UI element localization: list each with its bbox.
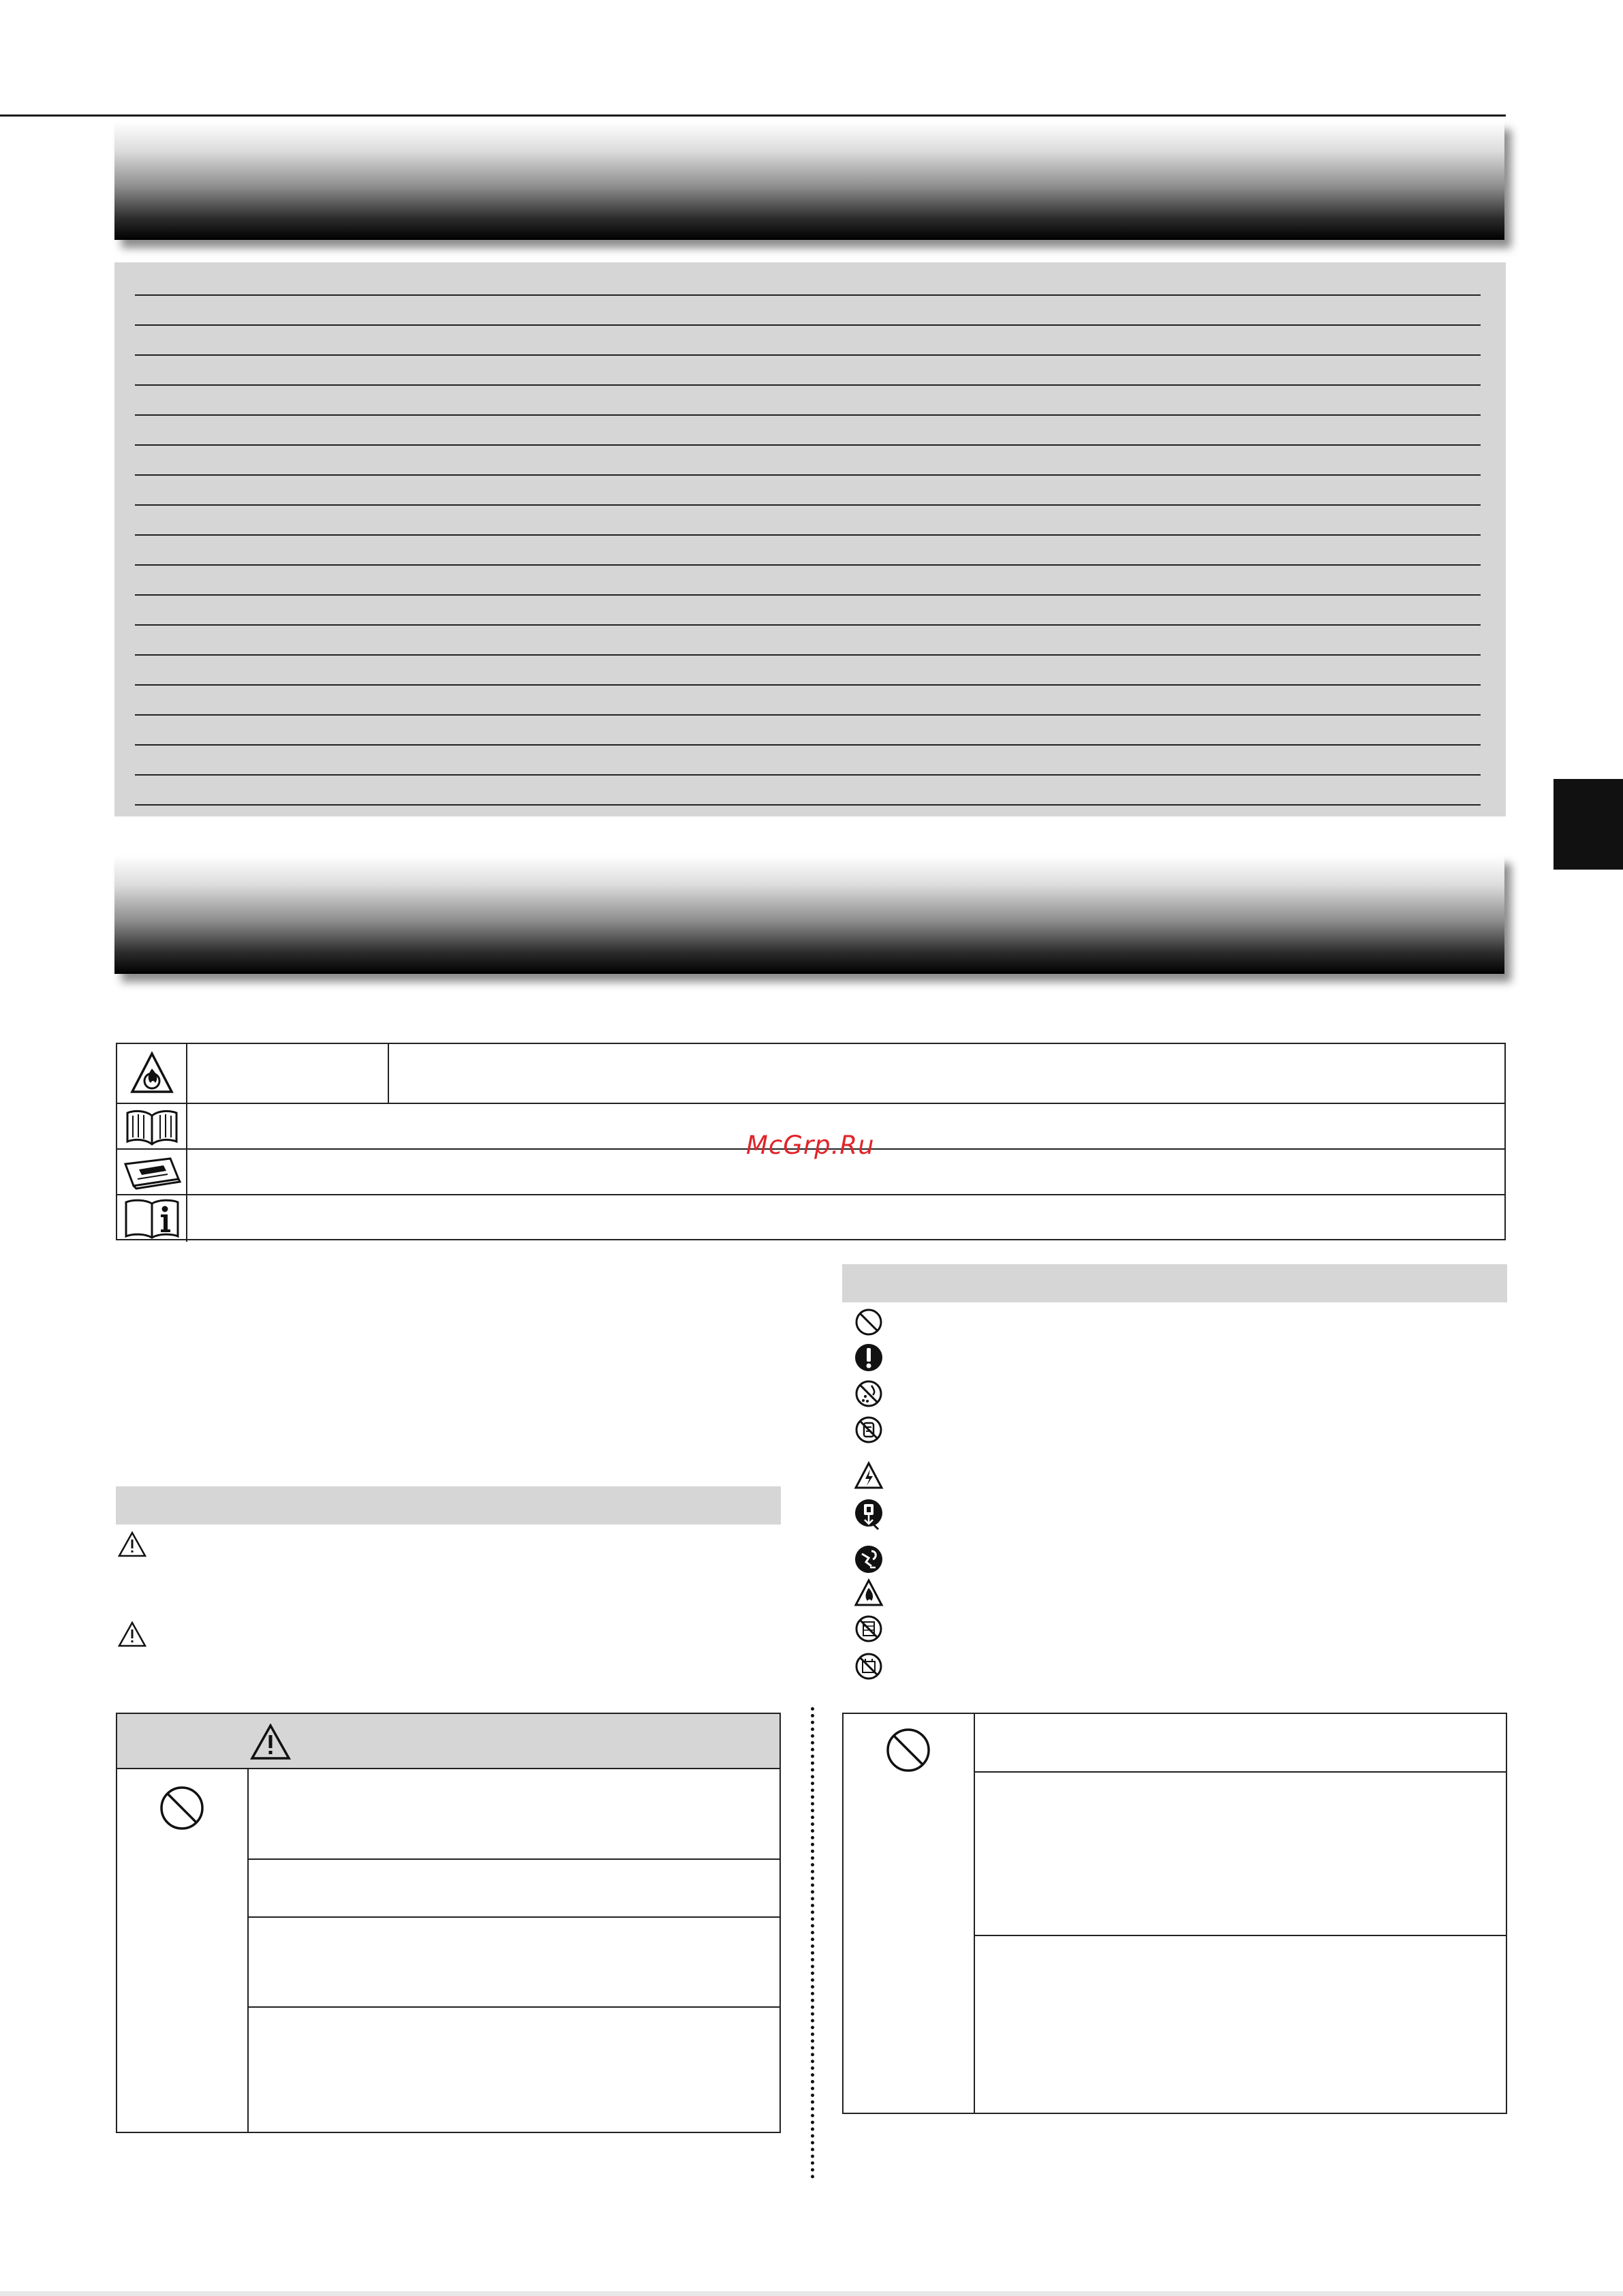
- symbol-cell: [117, 1104, 187, 1148]
- contents-rule: [135, 774, 1481, 776]
- contents-rule: [135, 654, 1481, 656]
- plug-icon: [854, 1498, 884, 1532]
- warning-table-header: [117, 1714, 779, 1769]
- section-banner-safety: [114, 855, 1504, 974]
- prohibited-icon: [158, 1784, 206, 1832]
- contents-panel: [114, 262, 1506, 816]
- row-divider: [249, 1858, 781, 1860]
- symbol-row-flammable: [117, 1044, 1504, 1104]
- warning-icon-column: [844, 1714, 975, 2113]
- info-manual-icon: [123, 1198, 181, 1239]
- row-divider: [975, 1771, 1507, 1773]
- contents-rule: [135, 624, 1481, 626]
- warning-table-right: [842, 1713, 1507, 2114]
- row-divider: [975, 1935, 1507, 1936]
- top-rule: [0, 114, 1506, 117]
- no-touch-icon: [854, 1614, 884, 1644]
- no-spray-icon: [854, 1651, 884, 1681]
- contents-rule: [135, 594, 1481, 596]
- symbol-row-info: [117, 1195, 1504, 1242]
- row-divider: [249, 1916, 781, 1918]
- column-divider: [811, 1707, 814, 2179]
- contents-rule: [135, 684, 1481, 686]
- caution-triangle-icon: [117, 1621, 147, 1648]
- contents-rule: [135, 564, 1481, 566]
- contents-rule: [135, 444, 1481, 446]
- flammable-icon: [854, 1578, 884, 1608]
- contents-rule: [135, 714, 1481, 716]
- warning-table-left: [116, 1713, 781, 2133]
- symbol-cell: [117, 1044, 187, 1103]
- warning-icon-column: [117, 1769, 249, 2132]
- contents-rule: [135, 804, 1481, 806]
- contents-rule: [135, 534, 1481, 536]
- flame-warning-icon: [129, 1051, 174, 1096]
- book-icon: [125, 1107, 179, 1146]
- contents-rule: [135, 324, 1481, 326]
- contents-rule: [135, 414, 1481, 416]
- section-banner-contents: [114, 121, 1504, 240]
- prohibited-icon: [884, 1726, 932, 1774]
- contents-rule: [135, 384, 1481, 386]
- contents-rule: [135, 504, 1481, 506]
- mandatory-icon: [854, 1343, 884, 1373]
- contents-rule: [135, 354, 1481, 356]
- contents-rule: [135, 474, 1481, 476]
- symbol-cell: [117, 1195, 187, 1242]
- symbol-cell: [117, 1150, 187, 1194]
- prohibited-icon: [854, 1307, 884, 1337]
- ground-icon: [854, 1544, 884, 1574]
- symbol-divider: [388, 1044, 389, 1103]
- electric-shock-icon: [854, 1461, 884, 1491]
- symbol-list-header: [842, 1264, 1507, 1302]
- no-wet-hands-icon: [854, 1415, 884, 1445]
- caution-triangle-icon: [117, 1531, 147, 1558]
- no-water-icon: [854, 1379, 884, 1409]
- contents-rule: [135, 744, 1481, 746]
- language-tab-marker: [1554, 779, 1623, 870]
- contents-rule: [135, 294, 1481, 296]
- bottom-strip: [0, 2291, 1623, 2296]
- watermark: McGrp.Ru: [746, 1131, 875, 1160]
- manual-icon: [123, 1154, 181, 1190]
- warning-triangle-icon: [250, 1724, 291, 1760]
- row-divider: [249, 2006, 781, 2008]
- caution-header: [116, 1486, 781, 1525]
